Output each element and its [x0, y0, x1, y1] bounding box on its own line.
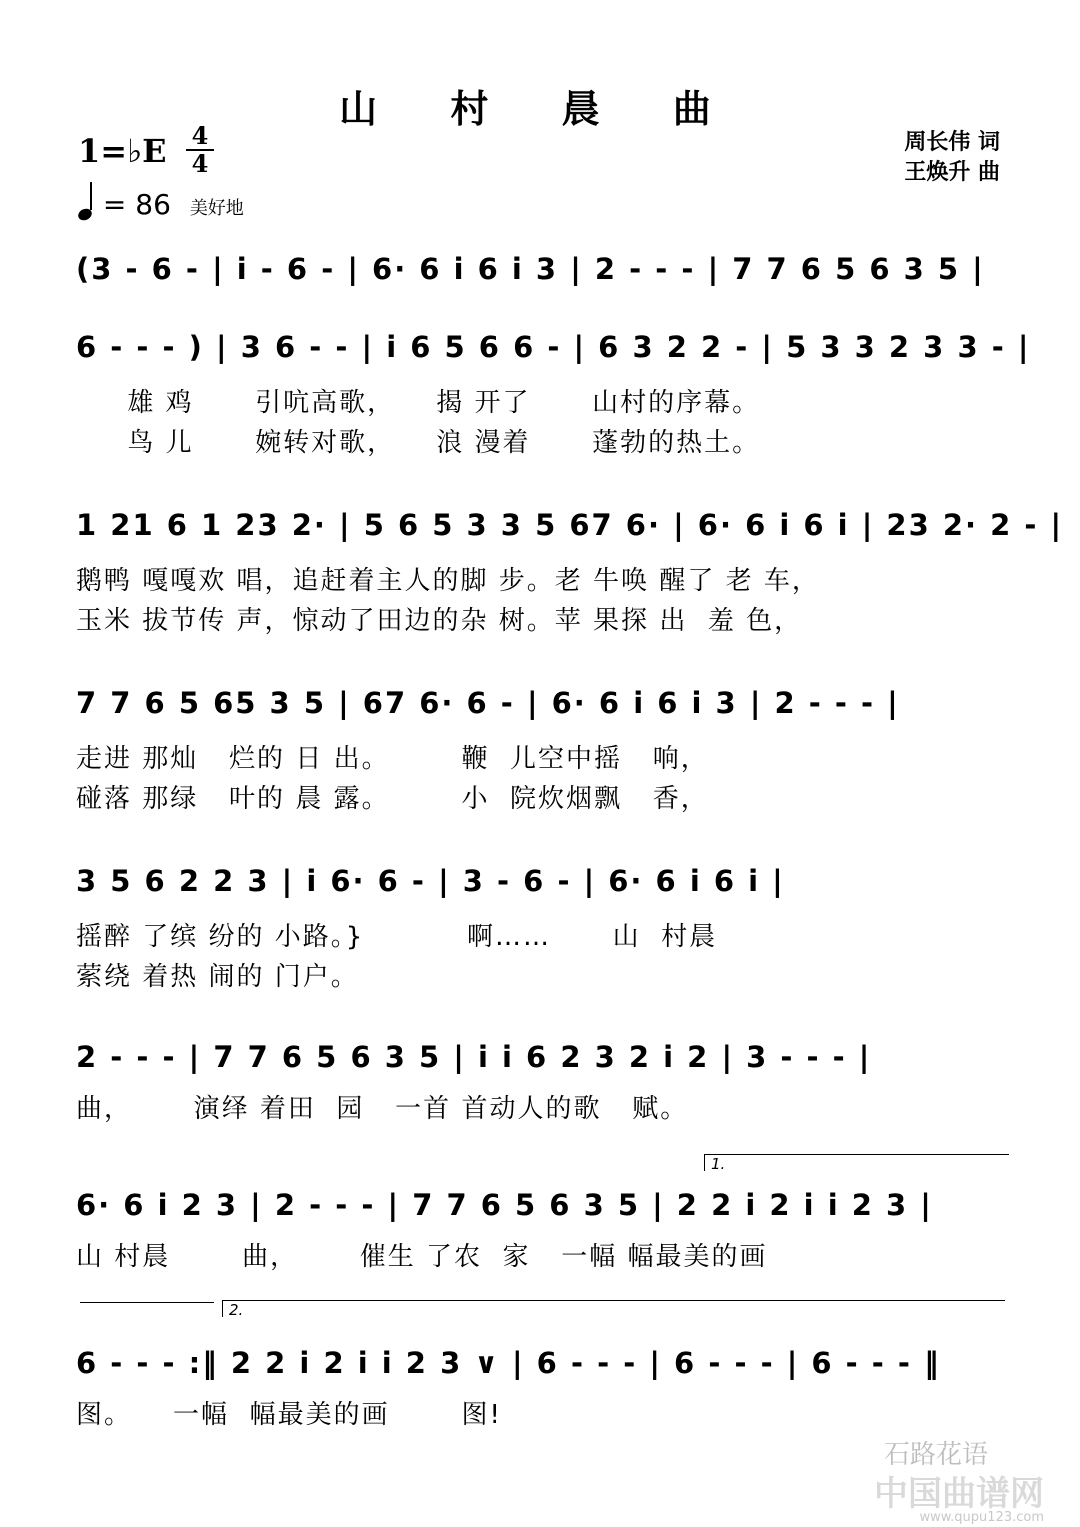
lyric-verse-1: 雄 鸡 引吭高歌， 揭 开了 山村的序幕。: [76, 388, 761, 418]
site-url-watermark: www.qupu123.com: [919, 1510, 1044, 1525]
lyric-verse-1: 走进 那灿 烂的 日 出。 鞭 儿空中摇 响，: [76, 744, 709, 774]
lyricist: 周长伟 词: [904, 130, 1000, 155]
volta-second-ending: 2.: [222, 1300, 1005, 1317]
notation-line: 6· 6 i 2 3 | 2 - - - | 7 7 6 5 6 3 5 | 2 2 i 2 i i 2 3 |: [76, 1188, 933, 1222]
lyric-verse-2: 鸟 儿 婉转对歌， 浪 漫着 蓬勃的热土。: [76, 428, 761, 458]
key-signature: 1=♭E: [78, 132, 167, 170]
meter-top: 4: [191, 121, 209, 150]
notation-line: 6 - - - ) | 3 6 - - | i 6 5 6 6 - | 6 3 2 2 - | 5 3 3 2 3 3 - |: [76, 330, 1031, 364]
lyric-verse-2: 萦绕 着热 闹的 门户。: [76, 962, 359, 992]
credits: [904, 128, 1000, 188]
time-signature: [186, 121, 214, 178]
notation-line: 7 7 6 5 65 3 5 | 67 6· 6 - | 6· 6 i 6 i 3 | 2 - - - |: [76, 686, 900, 720]
lyric-verse-1: 鹅鸭 嘎嘎欢 唱，追赶着主人的脚 步。老 牛唤 醒了 老 车，: [76, 566, 820, 596]
lyric-verse-1: 曲， 演绎 着田 园 一首 首动人的歌 赋。: [76, 1094, 689, 1124]
lyric-verse-2: 玉米 拔节传 声，惊动了田边的杂 树。苹 果探 出 羞 色，: [76, 606, 803, 636]
lyric-verse-1: 摇醉 了缤 纷的 小路。} 啊…… 山 村晨: [76, 922, 718, 952]
lyric-verse-1: 图。 一幅 幅最美的画 图!: [76, 1400, 502, 1430]
song-title: 山 村 晨 曲: [339, 86, 741, 131]
lyric-verse-2: 碰落 那绿 叶的 晨 露。 小 院炊烟飘 香，: [76, 784, 709, 814]
composer: 王焕升 曲: [904, 160, 1000, 185]
lyric-verse-1: 山 村晨 曲， 催生 了农 家 一幅 幅最美的画: [76, 1242, 768, 1272]
notation-line: (3 - 6 - | i - 6 - | 6· 6 i 6 i 3 | 2 - - - | 7 7 6 5 6 3 5 |: [76, 252, 985, 286]
notation-line: 6 - - - :‖ 2 2 i 2 i i 2 3 ∨ | 6 - - - | 6 - - - | 6 - - - ‖: [76, 1346, 941, 1380]
meter-bottom: 4: [191, 149, 209, 178]
tempo-marking: [78, 186, 244, 221]
notation-line: 3 5 6 2 2 3 | i 6· 6 - | 3 - 6 - | 6· 6 i 6 i |: [76, 864, 785, 898]
expression-marking: 美好地: [189, 198, 244, 219]
site-watermark: 中国曲谱网: [874, 1474, 1044, 1514]
notation-line: 1 21 6 1 23 2· | 5 6 5 3 3 5 67 6· | 6· 6 i 6 i | 23 2· 2 - |: [76, 508, 1064, 542]
notation-line: 2 - - - | 7 7 6 5 6 3 5 | i i 6 2 3 2 i 2 | 3 - - - |: [76, 1040, 872, 1074]
tempo-value: = 86: [102, 188, 171, 221]
volta-continuation: [80, 1302, 214, 1303]
wechat-watermark: 石路花语: [883, 1440, 988, 1470]
volta-first-ending: 1.: [704, 1154, 1009, 1171]
